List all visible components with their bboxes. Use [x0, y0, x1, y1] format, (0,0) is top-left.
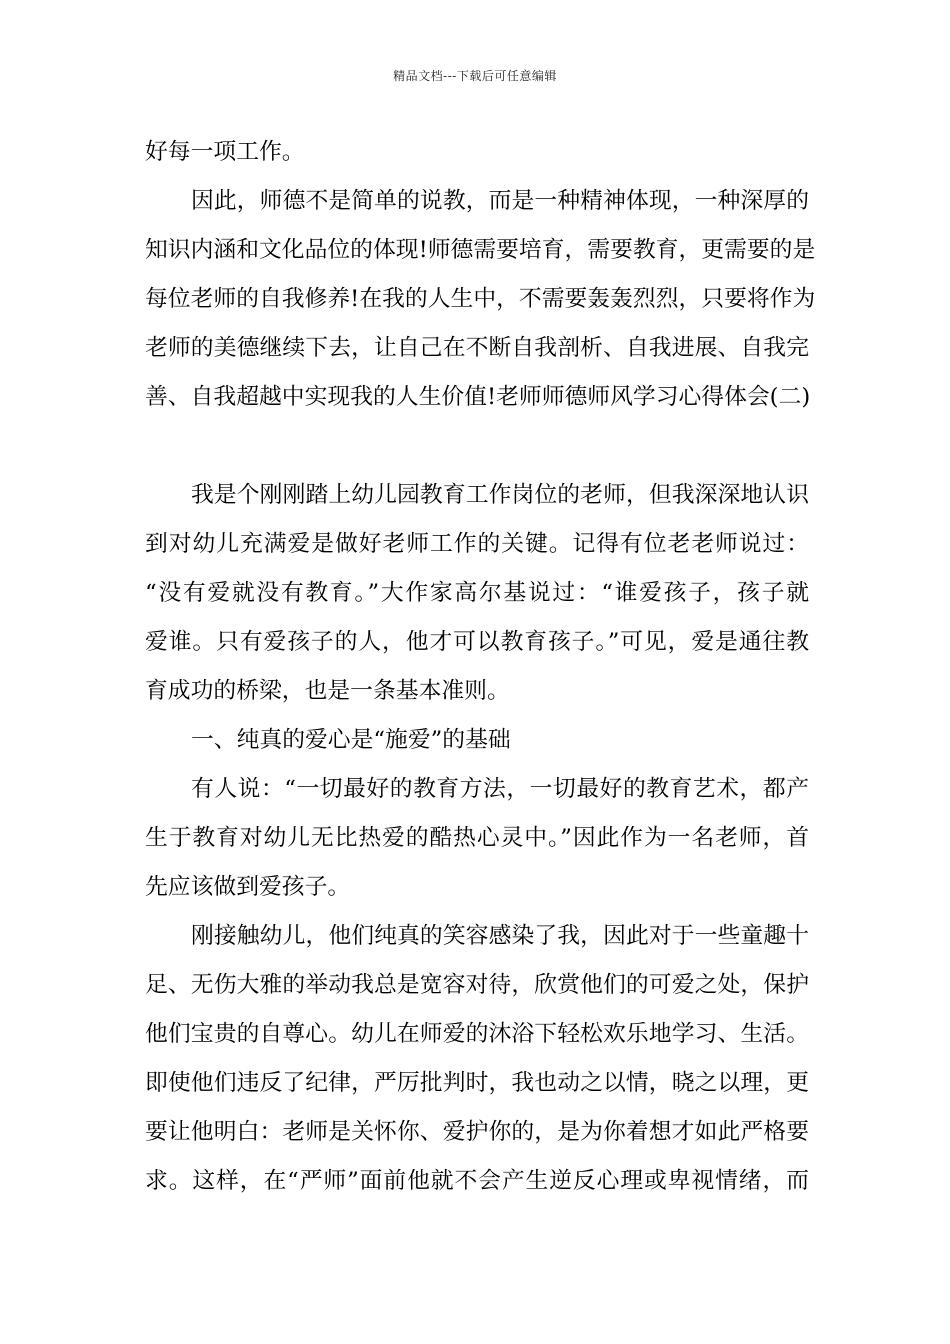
text-line: 即使他们违反了纪律，严厉批判时，我也动之以情，晓之以理，更	[145, 1070, 809, 1096]
text-line: 老师的美德继续下去，让自己在不断自我剖析、自我进展、自我完	[145, 335, 809, 361]
text-line: 足、无伤大雅的举动我总是宽容对待，欣赏他们的可爱之处，保护	[145, 972, 809, 998]
text-line: 刚接触幼儿，他们纯真的笑容感染了我，因此对于一些童趣十	[191, 923, 809, 949]
text-line: 生于教育对幼儿无比热爱的酷热心灵中。”因此作为一名老师，首	[145, 825, 809, 851]
text-line: 他们宝贵的自尊心。幼儿在师爱的沐浴下轻松欢乐地学习、生活。	[145, 1021, 809, 1047]
text-line: 到对幼儿充满爱是做好老师工作的关键。记得有位老老师说过：	[145, 531, 809, 557]
text-line: 好每一项工作。	[145, 139, 305, 165]
page-header: 精品文档---下载后可任意编辑	[393, 69, 557, 83]
text-line: 有人说：“一切最好的教育方法，一切最好的教育艺术，都产	[191, 776, 809, 802]
text-line: 因此，师德不是简单的说教，而是一种精神体现，一种深厚的	[191, 188, 809, 214]
text-line: “没有爱就没有教育。”大作家高尔基说过：“谁爱孩子，孩子就	[145, 580, 809, 606]
text-line: 我是个刚刚踏上幼儿园教育工作岗位的老师，但我深深地认识	[191, 482, 809, 508]
text-line: 每位老师的自我修养!在我的人生中，不需要轰轰烈烈，只要将作为	[145, 286, 816, 312]
text-line: 知识内涵和文化品位的体现!师德需要培育，需要教育，更需要的是	[145, 237, 816, 263]
text-line: 爱谁。只有爱孩子的人，他才可以教育孩子。”可见，爱是通往教	[145, 629, 809, 655]
text-line: 求。这样，在“严师”面前他就不会产生逆反心理或卑视情绪，而	[145, 1168, 809, 1194]
text-line: 要让他明白：老师是关怀你、爱护你的，是为你着想才如此严格要	[145, 1119, 809, 1145]
section-heading: 一、纯真的爱心是“施爱”的基础	[191, 727, 511, 753]
text-line: 育成功的桥梁，也是一条基本准则。	[145, 678, 510, 704]
paragraph-gap	[145, 422, 809, 471]
text-line: 善、自我超越中实现我的人生价值!老师师德师风学习心得体会(二)	[145, 384, 811, 410]
text-line: 先应该做到爱孩子。	[145, 874, 351, 900]
document-body	[145, 128, 816, 1206]
